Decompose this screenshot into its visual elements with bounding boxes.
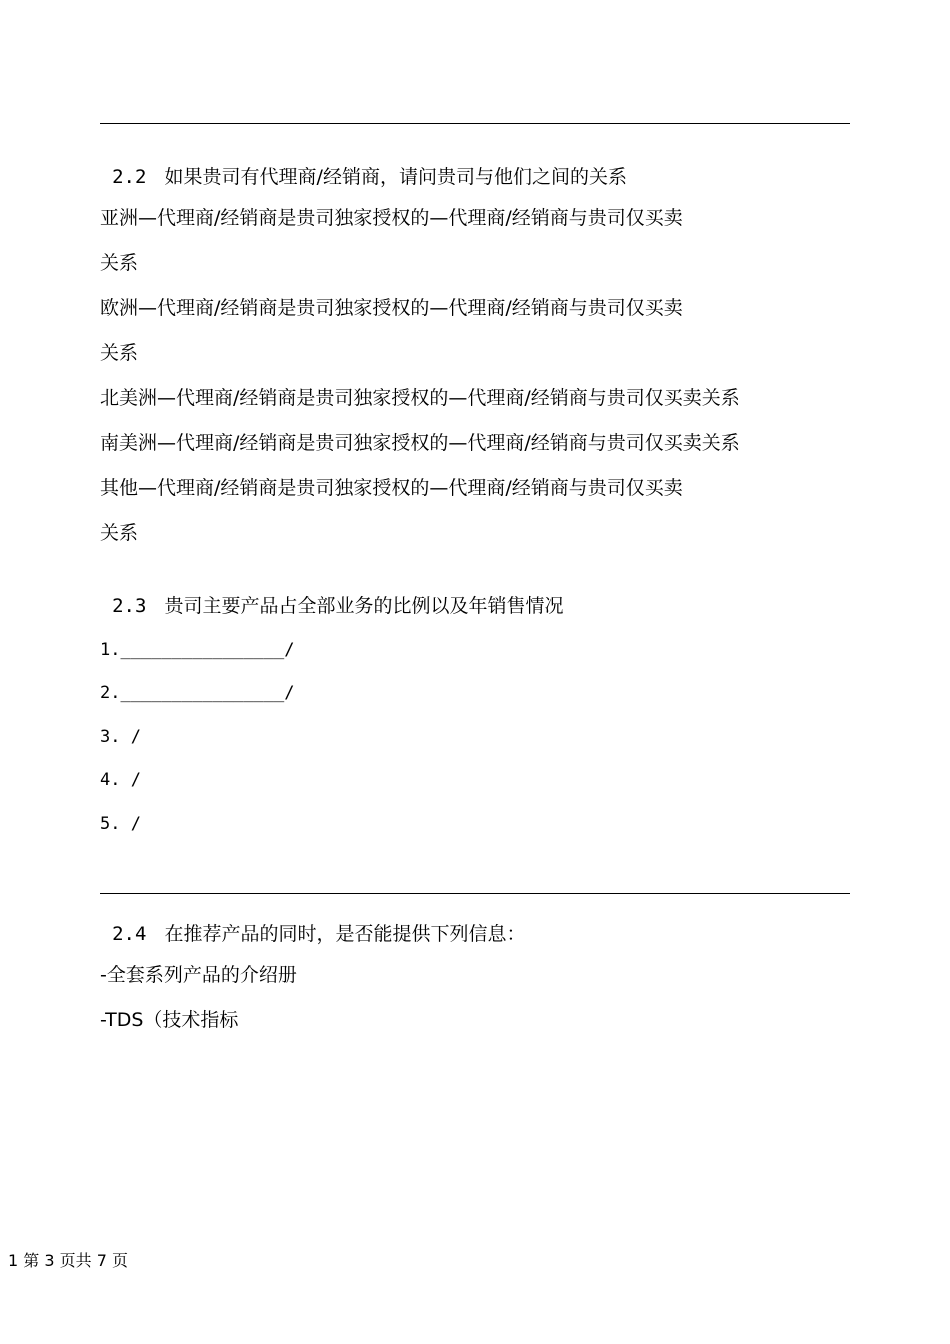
section-2-4-heading — [100, 898, 526, 946]
section-divider — [100, 893, 850, 894]
section-2-2-line-8: 关系 — [100, 522, 139, 544]
section-2-3-title: 贵司主要产品占全部业务的比例以及年销售情况 — [164, 595, 564, 617]
info-item-1: -全套系列产品的介绍册 — [100, 964, 297, 986]
section-2-2-line-1: 亚洲—代理商/经销商是贵司独家授权的—代理商/经销商与贵司仅买卖 — [100, 207, 683, 229]
section-2-2-line-3: 欧洲—代理商/经销商是贵司独家授权的—代理商/经销商与贵司仅买卖 — [100, 297, 683, 319]
product-item-5: 5. / — [100, 814, 141, 834]
section-2-2-number: 2.2 — [112, 166, 147, 188]
section-2-3-heading — [100, 570, 564, 618]
info-item-2: -TDS（技术指标 — [100, 1009, 239, 1031]
section-2-2-line-5: 北美洲—代理商/经销商是贵司独家授权的—代理商/经销商与贵司仅买卖关系 — [100, 387, 740, 409]
product-item-4: 4. / — [100, 770, 141, 790]
section-2-2-title: 如果贵司有代理商/经销商，请问贵司与他们之间的关系 — [164, 166, 627, 188]
product-item-3: 3. / — [100, 727, 141, 747]
section-2-2-line-2: 关系 — [100, 252, 139, 274]
page-footer: 1 第 3 页共 7 页 — [8, 1251, 128, 1270]
section-2-2-line-7: 其他—代理商/经销商是贵司独家授权的—代理商/经销商与贵司仅买卖 — [100, 477, 683, 499]
section-2-2-line-4: 关系 — [100, 342, 139, 364]
section-2-3-number: 2.3 — [112, 595, 147, 617]
product-item-1: 1.________________/ — [100, 640, 295, 660]
section-2-2-line-6: 南美洲—代理商/经销商是贵司独家授权的—代理商/经销商与贵司仅买卖关系 — [100, 432, 740, 454]
top-divider — [100, 123, 850, 124]
section-2-4-number: 2.4 — [112, 923, 147, 945]
section-2-4-title: 在推荐产品的同时，是否能提供下列信息： — [164, 923, 526, 945]
product-item-2: 2.________________/ — [100, 683, 295, 703]
section-2-2-heading — [100, 141, 627, 189]
